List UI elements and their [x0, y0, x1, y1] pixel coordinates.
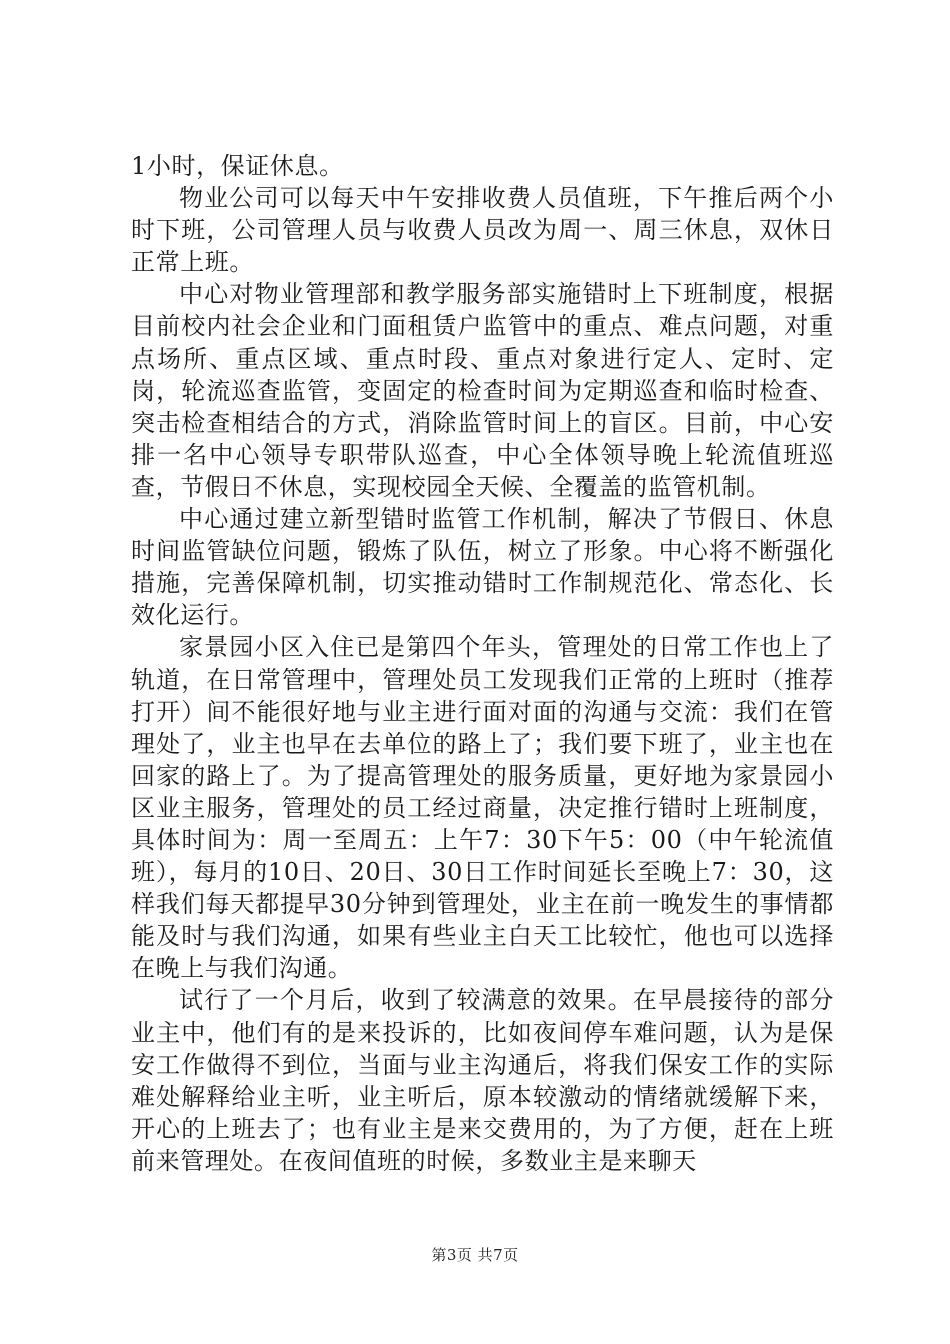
paragraph-jiajingyuan-community: 家景园小区入住已是第四个年头，管理处的日常工作也上了轨道，在日常管理中，管理处员工发现我们正常的上班时（推荐打开）间不能很好地与业主进行面对面的沟通与交流：我们在管理处了，业主也早在去单位的路上了；我们要下班了，业主也在回家的路上了。为了提高管理处的服务质量，更好地为家景园小区业主服务，管理处的员工经过商量，决定推行错时上班制度，具体时间为：周一至周五：上午7：30下午5：00（中午轮流值班），每月的10日、20日、30日工作时间延长至晚上7：30，这样我们每天都提早30分钟到管理处，业主在前一晚发生的事情都能及时与我们沟通，如果有些业主白天工比较忙，他也可以选择在晚上与我们沟通。: [131, 633, 834, 983]
paragraph-center-mechanism-results: 中心通过建立新型错时监管工作机制，解决了节假日、休息时间监管缺位问题，锻炼了队伍，树立了形象。中心将不断强化措施，完善保障机制，切实推动错时工作制规范化、常态化、长效化运行。: [131, 505, 834, 630]
paragraph-trial-results: 试行了一个月后，收到了较满意的效果。在早晨接待的部分业主中，他们有的是来投诉的，比如夜间停车难问题，认为是保安工作做得不到位，当面与业主沟通后，将我们保安工作的实际难处解释给业主听，业主听后，原本较激动的情绪就缓解下来，开心的上班去了；也有业主是来交费用的，为了方便，赶在上班前来管理处。在夜间值班的时候，多数业主是来聊天: [131, 986, 834, 1175]
document-body: [131, 150, 834, 1177]
paragraph-property-company-schedule: 物业公司可以每天中午安排收费人员值班，下午推后两个小时下班，公司管理人员与收费人员改为周一、周三休息，双休日正常上班。: [131, 184, 834, 277]
paragraph-continuation: 1小时，保证休息。: [131, 152, 344, 180]
page-number-footer: 第3页 共7页: [431, 1246, 519, 1264]
paragraph-center-staggered-shifts: 中心对物业管理部和教学服务部实施错时上下班制度，根据目前校内社会企业和门面租赁户监管中的重点、难点问题，对重点场所、重点区域、重点时段、重点对象进行定人、定时、定岗，轮流巡查监管，变固定的检查时间为定期巡查和临时检查、突击检查相结合的方式，消除监管时间上的盲区。目前，中心安排一名中心领导专职带队巡查，中心全体领导晚上轮流值班巡查，节假日不休息，实现校园全天候、全覆盖的监管机制。: [131, 280, 834, 501]
